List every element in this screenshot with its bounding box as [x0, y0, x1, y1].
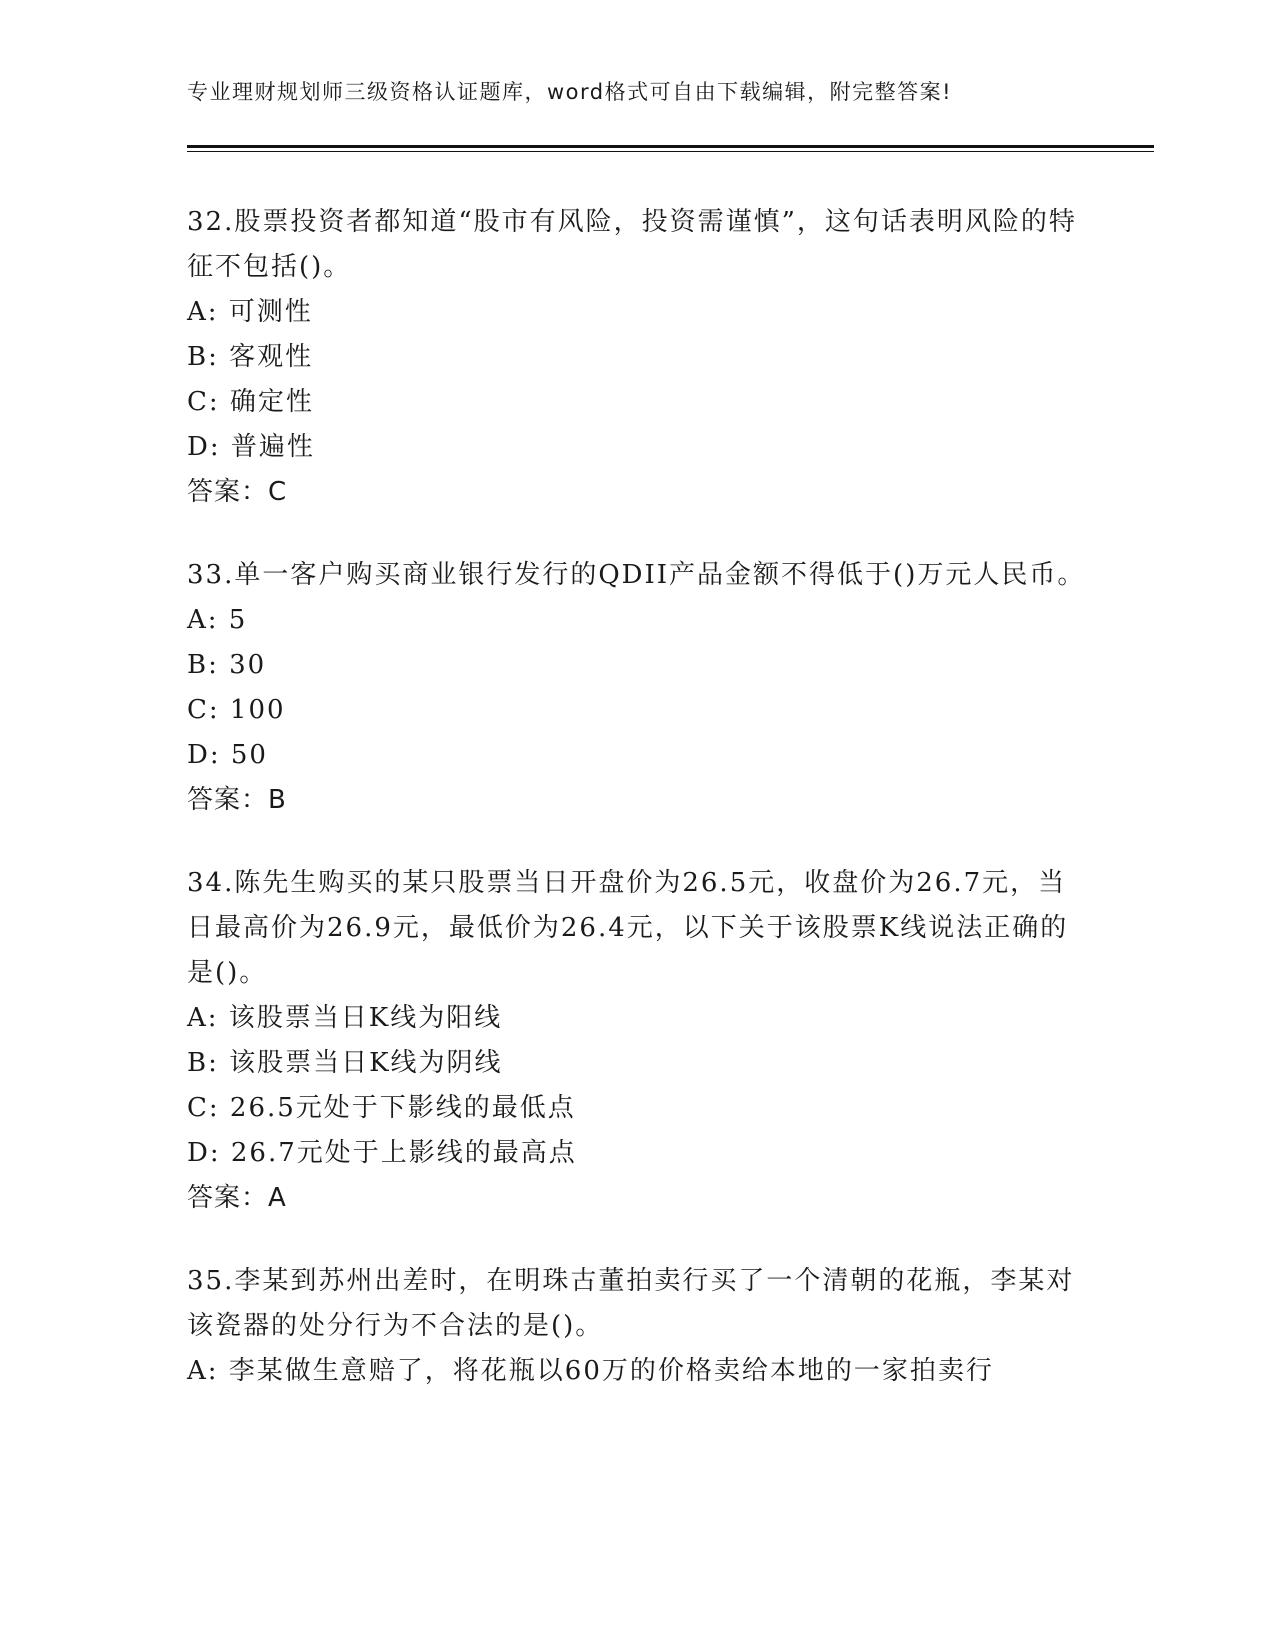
option-b: B: 30 — [187, 650, 267, 680]
page-header: 专业理财规划师三级资格认证题库，word格式可自由下载编辑，附完整答案! — [187, 80, 953, 104]
answer: 答案：A — [187, 1183, 287, 1213]
question-list — [187, 200, 1087, 1432]
option-a: A: 可测性 — [187, 297, 313, 327]
question-33 — [187, 553, 1087, 823]
option-a: A: 该股票当日K线为阳线 — [187, 1003, 503, 1033]
answer: 答案：C — [187, 477, 288, 507]
question-stem: 32.股票投资者都知道“股市有风险，投资需谨慎”，这句话表明风险的特征不包括()。 — [187, 207, 1077, 282]
option-b: B: 该股票当日K线为阴线 — [187, 1048, 503, 1078]
option-c: C: 100 — [187, 695, 286, 725]
answer: 答案：B — [187, 785, 287, 815]
header-divider-thick — [187, 145, 1154, 148]
question-stem: 33.单一客户购买商业银行发行的QDII产品金额不得低于()万元人民币。 — [187, 560, 1086, 590]
option-d: D: 50 — [187, 740, 268, 770]
option-c: C: 确定性 — [187, 387, 314, 417]
option-a: A: 李某做生意赔了，将花瓶以60万的价格卖给本地的一家拍卖行 — [187, 1356, 994, 1386]
option-a: A: 5 — [187, 605, 248, 635]
header-divider-thin — [187, 151, 1154, 152]
option-b: B: 客观性 — [187, 342, 314, 372]
question-stem: 35.李某到苏州出差时，在明珠古董拍卖行买了一个清朝的花瓶，李某对该瓷器的处分行为不合法的是()。 — [187, 1266, 1075, 1341]
option-d: D: 普遍性 — [187, 432, 315, 462]
option-d: D: 26.7元处于上影线的最高点 — [187, 1138, 577, 1168]
question-stem: 34.陈先生购买的某只股票当日开盘价为26.5元，收盘价为26.7元，当日最高价为26.9元，最低价为26.4元，以下关于该股票K线说法正确的是()。 — [187, 868, 1069, 988]
question-35 — [187, 1259, 1087, 1394]
question-34 — [187, 861, 1087, 1221]
option-c: C: 26.5元处于下影线的最低点 — [187, 1093, 576, 1123]
question-32 — [187, 200, 1087, 515]
